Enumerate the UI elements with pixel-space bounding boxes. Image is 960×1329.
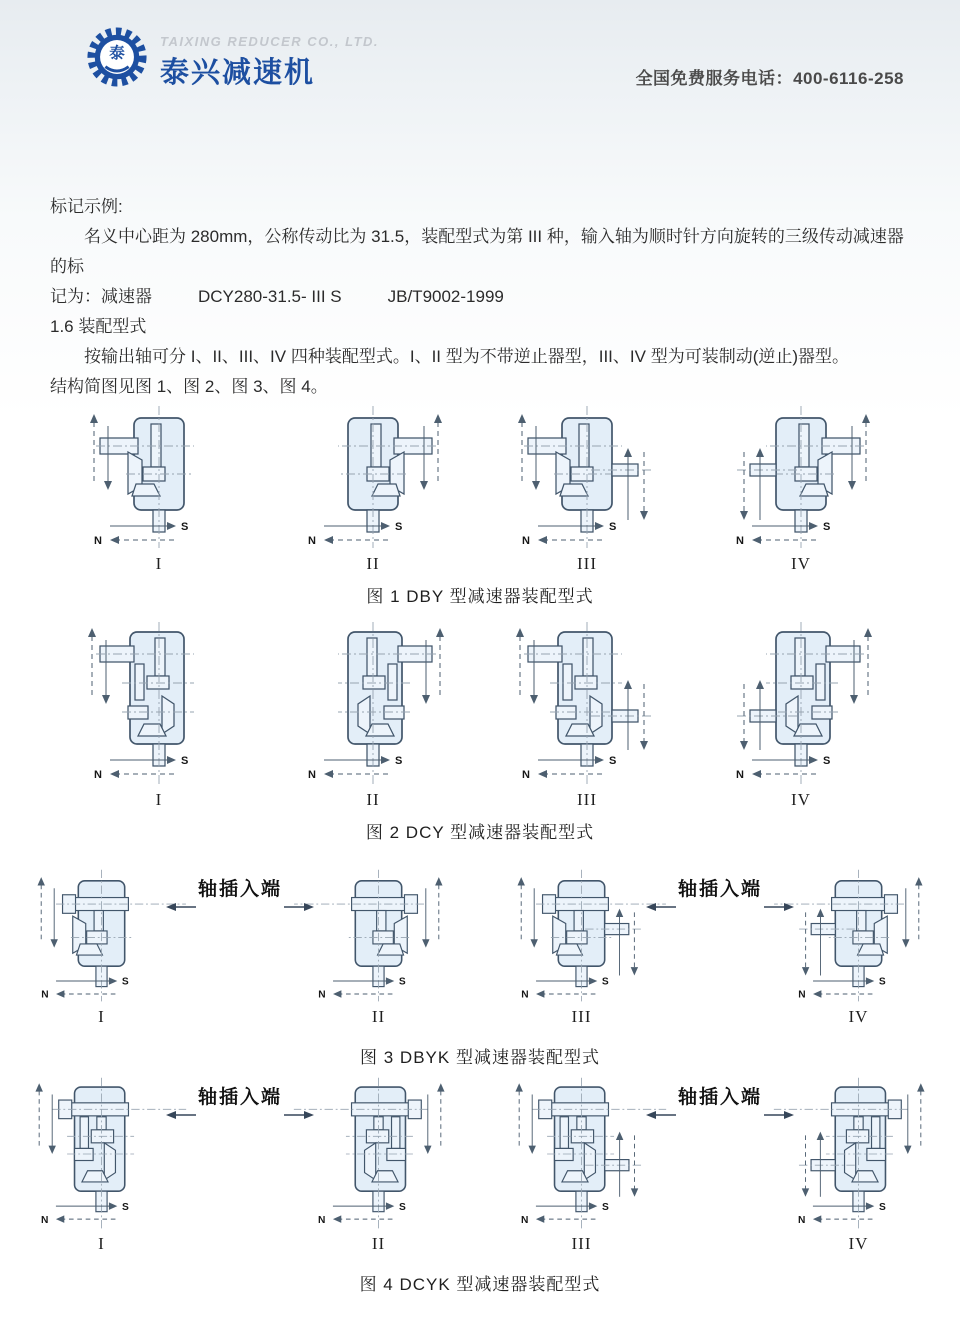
svg-text:N: N (41, 1214, 49, 1226)
diagram-variant-label: II (366, 790, 380, 809)
svg-text:S: S (823, 521, 831, 533)
diagram-cell (493, 1074, 670, 1254)
figure-row (10, 1074, 950, 1254)
figure-3 (10, 866, 950, 1068)
diagram-variant-label: II (371, 1234, 386, 1253)
svg-text:N: N (318, 1214, 326, 1226)
diagram-variant-label: I (155, 790, 163, 809)
diagram-variant-label: IV (791, 554, 811, 573)
diagram-cell (13, 866, 190, 1027)
figure-caption: 图 1 DBY 型减速器装配型式 (366, 587, 594, 606)
svg-text:N: N (308, 769, 316, 781)
svg-text:S: S (121, 976, 129, 988)
diagram-cell (278, 402, 468, 574)
svg-text:S: S (181, 521, 189, 533)
diagram-cell (290, 866, 467, 1027)
gearbox-diagram (493, 866, 670, 1007)
gearbox-diagram (290, 1074, 467, 1234)
company-name-cn: 泰兴减速机 (160, 57, 316, 89)
gearbox-diagram (770, 866, 947, 1007)
svg-text:N: N (798, 1214, 806, 1226)
svg-text:S: S (609, 755, 617, 767)
svg-text:S: S (181, 755, 189, 767)
figure-caption: 图 2 DCY 型减速器装配型式 (365, 823, 595, 842)
insert-arrow-left-icon (644, 1108, 678, 1120)
figure-row (10, 866, 950, 1027)
diagram-cell (492, 402, 682, 574)
diagram-variant-label: III (577, 790, 597, 809)
diagram-variant-label: I (98, 1007, 105, 1026)
svg-text:N: N (522, 535, 530, 547)
figure-row (10, 402, 950, 574)
content (50, 192, 912, 402)
company-names (160, 26, 379, 91)
designation-model: DCY280-31.5- III S (198, 287, 342, 306)
insert-arrow-left-icon (164, 900, 198, 912)
svg-text:S: S (398, 1201, 406, 1213)
svg-text:N: N (521, 1214, 529, 1226)
mark-example-designation (50, 282, 912, 312)
section-heading: 1.6 装配型式 (50, 317, 147, 336)
figure-4 (10, 1074, 950, 1295)
shaft-insert-label: 轴插入端 (197, 1087, 282, 1108)
figure-caption: 图 3 DBYK 型减速器装配型式 (360, 1048, 600, 1067)
svg-text:N: N (521, 989, 529, 1001)
svg-text:N: N (94, 535, 102, 547)
gearbox-diagram (770, 1074, 947, 1234)
svg-text:N: N (94, 769, 102, 781)
insert-arrow-left-icon (644, 900, 678, 912)
svg-text:S: S (878, 1201, 886, 1213)
figures-reference-paragraph: 结构简图见图 1、图 2、图 3、图 4。 (50, 377, 328, 396)
diagram-cell (278, 618, 468, 810)
gearbox-diagram (278, 402, 468, 554)
svg-text:S: S (601, 976, 609, 988)
gearbox-diagram (13, 866, 190, 1007)
gearbox-diagram (493, 1074, 670, 1234)
svg-text:N: N (41, 989, 49, 1001)
gearbox-diagram (290, 866, 467, 1007)
figure-row (10, 618, 950, 810)
mark-example-title: 标记示例: (50, 197, 123, 216)
svg-text:N: N (798, 989, 806, 1001)
gearbox-diagram (706, 402, 896, 554)
company-name-en: TAIXING REDUCER CO., LTD. (160, 34, 380, 49)
figure-1 (10, 402, 950, 607)
designation-prefix: 记为：减速器 (50, 287, 152, 306)
shaft-insert-label: 轴插入端 (677, 1087, 762, 1108)
assembly-types-paragraph: 按输出轴可分 I、II、III、IV 四种装配型式。I、II 型为不带逆止器型，III、IV 型为可装制动(逆止)器型。 (84, 347, 850, 366)
shaft-insert-label-block (186, 1074, 294, 1154)
diagram-variant-label: IV (848, 1234, 869, 1253)
diagram-cell (706, 618, 896, 810)
shaft-insert-label: 轴插入端 (677, 879, 762, 900)
logo-character: 泰 (109, 44, 125, 62)
gearbox-diagram (706, 618, 896, 790)
diagram-variant-label: I (98, 1234, 105, 1253)
gearbox-diagram (278, 618, 468, 790)
diagram-variant-label: II (371, 1007, 386, 1026)
gear-logo-icon (86, 26, 148, 88)
diagram-variant-label: I (155, 554, 163, 573)
company-logo (86, 26, 379, 91)
insert-arrow-right-icon (282, 900, 316, 912)
gearbox-diagram (64, 402, 254, 554)
designation-standard: JB/T9002-1999 (387, 287, 504, 306)
svg-text:N: N (736, 769, 744, 781)
insert-arrow-right-icon (282, 1108, 316, 1120)
diagram-variant-label: III (577, 554, 597, 573)
insert-arrow-left-icon (164, 1108, 198, 1120)
shaft-insert-label-block (666, 1074, 774, 1154)
service-phone-label: 全国免费服务电话： (635, 69, 794, 88)
insert-arrow-right-icon (762, 1108, 796, 1120)
diagram-cell (706, 402, 896, 574)
svg-text:S: S (395, 521, 403, 533)
figure-caption: 图 4 DCYK 型减速器装配型式 (359, 1275, 601, 1294)
svg-text:S: S (601, 1201, 609, 1213)
diagram-cell (770, 866, 947, 1027)
diagram-variant-label: IV (791, 790, 811, 809)
svg-text:N: N (736, 535, 744, 547)
gearbox-diagram (492, 618, 682, 790)
svg-text:S: S (823, 755, 831, 767)
gearbox-diagram (492, 402, 682, 554)
svg-text:N: N (308, 535, 316, 547)
shaft-insert-label-block (186, 866, 294, 946)
gearbox-diagram (13, 1074, 190, 1234)
figure-2 (10, 618, 950, 843)
diagram-variant-label: IV (848, 1007, 869, 1026)
gearbox-diagram (64, 618, 254, 790)
diagram-cell (290, 1074, 467, 1254)
diagram-variant-label: III (571, 1234, 592, 1253)
svg-text:S: S (398, 976, 406, 988)
diagram-cell (64, 402, 254, 574)
shaft-insert-label-block (666, 866, 774, 946)
service-phone (636, 64, 904, 89)
diagram-variant-label: II (366, 554, 380, 573)
diagram-cell (770, 1074, 947, 1254)
shaft-insert-label: 轴插入端 (197, 879, 282, 900)
svg-text:S: S (609, 521, 617, 533)
diagram-cell (492, 618, 682, 810)
diagram-cell (64, 618, 254, 810)
svg-text:S: S (121, 1201, 129, 1213)
insert-arrow-right-icon (762, 900, 796, 912)
svg-text:S: S (395, 755, 403, 767)
mark-example-body: 名义中心距为 280mm，公称传动比为 31.5，装配型式为第 III 种，输入轴为顺时针方向旋转的三级传动减速器的标 (50, 227, 904, 276)
svg-text:N: N (318, 989, 326, 1001)
diagram-variant-label: III (571, 1007, 592, 1026)
diagram-cell (493, 866, 670, 1027)
svg-text:S: S (878, 976, 886, 988)
service-phone-number: 400-6116-258 (793, 69, 904, 88)
svg-text:N: N (522, 769, 530, 781)
diagram-cell (13, 1074, 190, 1254)
